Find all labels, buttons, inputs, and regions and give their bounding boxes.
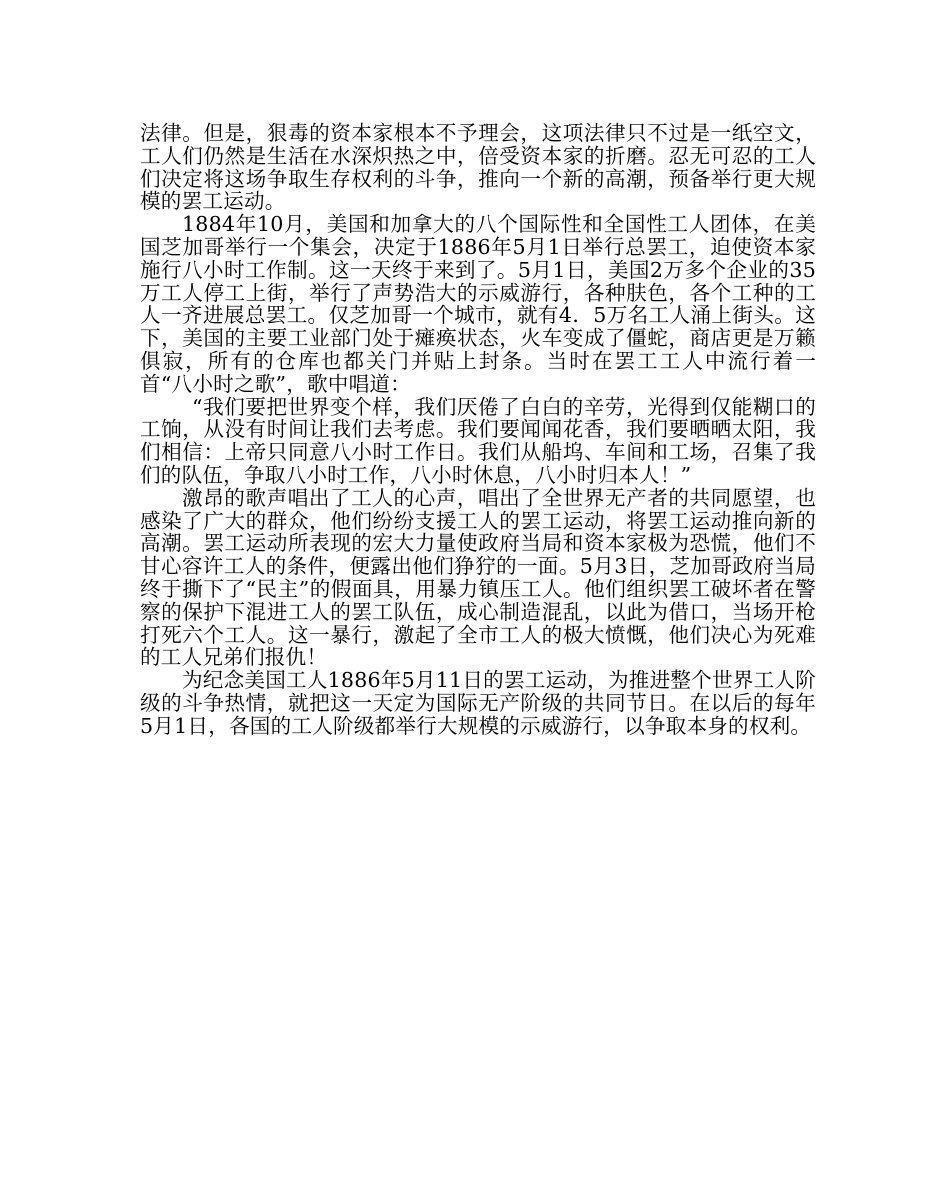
paragraph-continuation: 法律。但是，狠毒的资本家根本不予理会，这项法律只不过是一纸空文，工人们仍然是生活在水深炽热之中，倍受资本家的折磨。忍无可忍的工人们决定将这场争取生存权利的斗争，推向一个新的高潮，预备举行更大规模的罢工运动。 <box>140 121 816 214</box>
paragraph-general-strike: 1884年10月，美国和加拿大的八个国际性和全国性工人团体，在美国芝加哥举行一个集会，决定于1886年5月1日举行总罢工，迫使资本家施行八小时工作制。这一天终于来到了。5月1日，美国2万多个企业的35万工人停工上街，举行了声势浩大的示威游行，各种肤色，各个工种的工人一齐进展总罢工。仅芝加哥一个城市，就有4．5万名工人涌上街头。这下，美国的主要工业部门处于瘫痪状态，火车变成了僵蛇，商店更是万籁俱寂，所有的仓库也都关门并贴上封条。当时在罢工工人中流行着一首“八小时之歌”，歌中唱道： <box>140 212 816 396</box>
document-body <box>140 122 816 738</box>
paragraph-repression: 激昂的歌声唱出了工人的心声，唱出了全世界无产者的共同愿望，也感染了广大的群众，他们纷纷支援工人的罢工运动，将罢工运动推向新的高潮。罢工运动所表现的宏大力量使政府当局和资本家极为恐慌，他们不甘心容许工人的条件，便露出他们狰狞的一面。5月3日，芝加哥政府当局终于撕下了“民主”的假面具，用暴力镇压工人。他们组织罢工破坏者在警察的保护下混进工人的罢工队伍，成心制造混乱，以此为借口，当场开枪打死六个工人。这一暴行，激起了全市工人的极大愤慨，他们决心为死难的工人兄弟们报仇！ <box>140 485 816 670</box>
paragraph-commemoration: 为纪念美国工人1886年5月11日的罢工运动，为推进整个世界工人阶级的斗争热情，就把这一天定为国际无产阶级的共同节日。在以后的每年5月1日，各国的工人阶级都举行大规模的示威游行，以争取本身的权利。 <box>140 668 816 738</box>
paragraph-eight-hour-song: “我们要把世界变个样，我们厌倦了白白的辛劳，光得到仅能糊口的工饷，从没有时间让我们去考虑。我们要闻闻花香，我们要晒晒太阳，我们相信：上帝只同意八小时工作日。我们从船坞、车间和工场，召集了我们的队伍，争取八小时工作，八小时休息，八小时归本人！” <box>140 394 816 487</box>
